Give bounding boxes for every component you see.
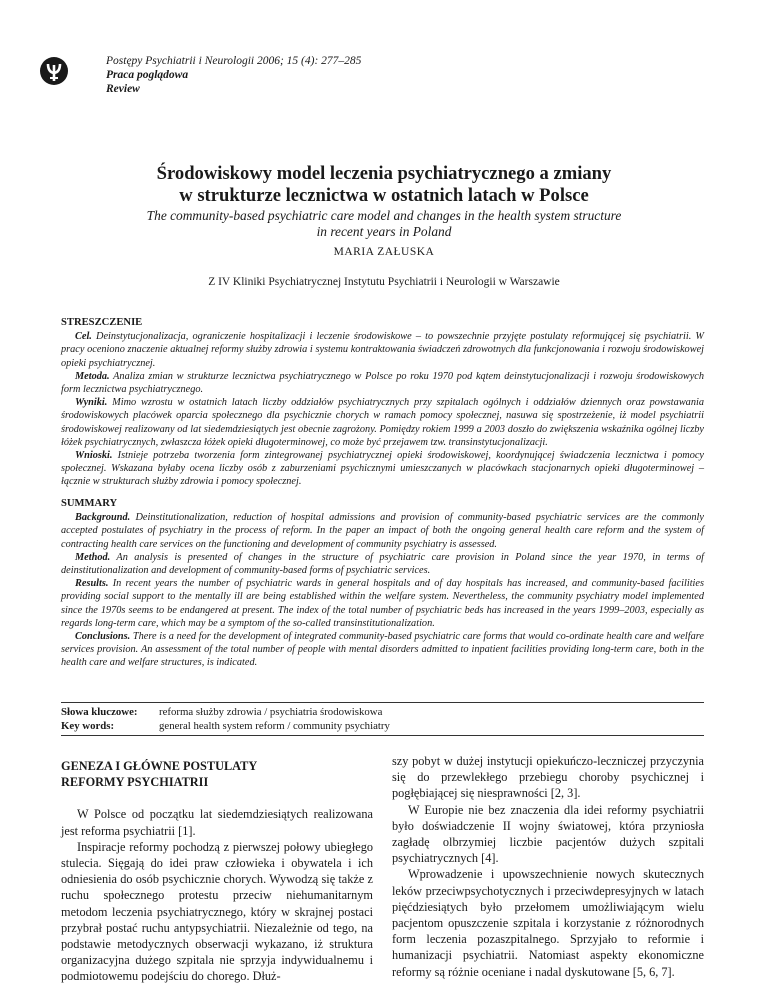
abstract-pl-heading: STRESZCZENIE (61, 317, 143, 328)
section-heading (61, 758, 373, 790)
article-title (60, 163, 708, 206)
keywords-pl-row (61, 706, 390, 720)
body-column-left (61, 758, 373, 985)
text-background: Deinstitutionalization, reduction of hospital admissions and provision of community-based psychiatric services are the commonly accepted postulates of psychiatry in the process of reform. In the paper an impact of both the ongoing general health care reform and the system of contracting health care services on the functioning and development of community psychiatry is assessed. (61, 512, 704, 550)
article-title-en-line-1: The community-based psychiatric care model and changes in the health system structure (146, 208, 622, 223)
divider-top (61, 702, 704, 703)
article-title-line-2: w strukturze lecznictwa w ostatnich latach w Polsce (179, 184, 589, 206)
text-conclusions: There is a need for the development of integrated community-based psychiatric care forms that would co-ordinate health care and welfare services provision. An assessment of the total number of people with mental disorders admitted to inpatient facilities providing long-term care, both in the health care and welfare structures, is indicated. (61, 631, 704, 669)
abstract-en-conclusions (61, 630, 704, 670)
text-method: An analysis is presented of changes in the structure of psychiatric care provision in Poland since the year 1970, in terms of deinstitutionalization and development of community-based forms of psychiatric services. (61, 551, 704, 577)
author-name: MARIA ZAŁUSKA (333, 246, 435, 258)
journal-header (106, 54, 361, 96)
label-method: Method. (75, 551, 111, 563)
label-conclusions: Conclusions. (75, 631, 131, 643)
section-heading-line-1: GENEZA I GŁÓWNE POSTULATY (61, 759, 258, 773)
text-results: In recent years the number of psychiatric wards in general hospitals and of day hospitals has increased, and community-based facilities providing social support to the mentally ill are being established within the welfare system. Nevertheless, the community psychiatry model implemented since the 1970s seems to be endangered at present. The index of the total number of psychiatric beds has increased in the years 1999–2003, especially as regards long-term care, which may be a symptom of the so-called transinstitutionalization. (61, 578, 704, 629)
keywords-en: general health system reform / community psychiatry (159, 719, 390, 732)
abstract-en (61, 497, 704, 670)
label-wnioski: Wnioski. (75, 450, 113, 462)
abstract-en-background (61, 511, 704, 551)
author-affiliation: Z IV Kliniki Psychiatrycznej Instytutu Psychiatrii i Neurologii w Warszawie (208, 276, 560, 288)
body-paragraph: W Europie nie bez znaczenia dla idei reformy psychiatrii było doświadczenie II wojny światowej, która przyniosła zagładę olbrzymiej liczbie pacjentów dużych szpitali psychiatrycznych [4]. (392, 802, 704, 866)
journal-citation: Postępy Psychiatrii i Neurologii 2006; 15 (4): 277–285 (106, 55, 362, 67)
text-cel: Deinstytucjonalizacja, ograniczenie hospitalizacji i leczenie środowiskowe – to powszechnie przyjęte postulaty reformującej się psychiatrii. W pracy oceniono znaczenie aktualnej reformy służby zdrowia i systemu kontraktowania świadczeń zdrowotnych dla funkcjonowania i rozwoju środowiskowej opieki psychiatrycznej. (61, 331, 704, 369)
abstract-en-results (61, 577, 704, 630)
label-wyniki: Wyniki. (75, 397, 108, 409)
body-paragraph: Inspiracje reformy pochodzą z pierwszej połowy ubiegłego stulecia. Sięgają do idei praw człowieka i obywatela i ich odniesienia do osób psychicznie chorych. Wywodzą się także z ruchu społecznego protestu przeciw niehumanitarnym metodom leczenia psychiatrycznego, który w skrajnej postaci przybrał postać ruchu antypsychiatrii. Niezależnie od tego, na podstawie metodycznych obserwacji wykazano, iż struktura organizacyjna dużego szpitala nie sprzyja indywidualnemu i podmiotowemu podejściu do chorego. Dłuż- (61, 839, 373, 984)
abstract-pl (61, 316, 704, 489)
keywords-pl-label: Słowa kluczowe: (61, 706, 138, 718)
label-results: Results. (75, 578, 109, 590)
keywords-en-row (61, 720, 390, 734)
article-title-en-line-2: in recent years in Poland (316, 224, 452, 239)
abstract-pl-results (61, 396, 704, 449)
publisher-logo-icon (39, 56, 69, 86)
text-wyniki: Mimo wzrostu w ostatnich latach liczby oddziałów psychiatrycznych przy szpitalach ogólnych i oddziałów dziennych oraz powstawania środowiskowych placówek oparcia społecznego dla psychicznie chorych w ramach pomocy społecznej, nasuwa się spostrzeżenie, iż model psychiatrii środowiskowej realizowany od lat siedemdziesiątych jest obecnie zagrożony. Pomiędzy rokiem 1999 a 2003 doszło do zwiększenia wskaźnika ogólnej liczby łóżek psychiatrycznych, zwłaszcza łóżek opieki długoterminowej, co może być przejawem tzw. transinstytucjonalizacji. (61, 397, 704, 448)
abstract-pl-aim (61, 330, 704, 370)
text-metoda: Analiza zmian w strukturze lecznictwa psychiatrycznego w Polsce po roku 1970 pod kątem deinstytucjonalizacji i rozwoju środowiskowych form lecznictwa psychiatrycznego. (61, 370, 704, 396)
article-type-en: Review (106, 83, 140, 95)
keywords-block (61, 706, 390, 733)
body-paragraph: szy pobyt w dużej instytucji opiekuńczo-leczniczej przyczynia się do przewlekłego przebiegu choroby psychicznej i pogłębiającej się niesprawności [2, 3]. (392, 754, 704, 801)
abstract-en-heading: SUMMARY (61, 498, 118, 509)
article-title-line-1: Środowiskowy model leczenia psychiatrycznego a zmiany (156, 163, 612, 184)
abstract-pl-conclusions (61, 449, 704, 489)
body-column-right (392, 753, 704, 980)
section-heading-line-2: REFORMY PSYCHIATRII (61, 775, 209, 790)
abstract-en-method (61, 551, 704, 577)
divider-bottom (61, 735, 704, 736)
label-background: Background. (75, 512, 131, 524)
body-paragraph: Wprowadzenie i upowszechnienie nowych skutecznych leków przeciwpsychotycznych i przeciwdepresyjnych w latach pięćdziesiątych było przełomem umożliwiającym wielu pacjentom opuszczenie szpitala i korzystanie z różnorodnych form leczenia pozaszpitalnego. Sprzyjało to reformie i humanizacji psychiatrii. Natomiast aspekty ekonomiczne reformy są różnie oceniane i nadal dyskutowane [5, 6, 7]. (392, 867, 704, 979)
keywords-en-label: Key words: (61, 719, 115, 732)
keywords-pl: reforma służby zdrowia / psychiatria środowiskowa (159, 706, 383, 718)
label-metoda: Metoda. (75, 370, 110, 382)
text-wnioski: Istnieje potrzeba tworzenia form zintegrowanej psychiatrycznej opieki środowiskowej, koordynującej świadczenia lecznictwa i pomocy społecznej. Wskazana byłaby ocena liczby osób z zaburzeniami psychicznymi umieszczanych w placówkach stacjonarnych opieki długoterminowej – łącznie w strukturach służby zdrowia i pomocy społecznej. (61, 450, 704, 488)
article-title-en (60, 208, 708, 240)
body-paragraph: W Polsce od początku lat siedemdziesiątych realizowana jest reforma psychiatrii [1]. (61, 807, 373, 838)
abstract-pl-method (61, 370, 704, 396)
label-cel: Cel. (75, 331, 92, 343)
article-type-pl: Praca poglądowa (106, 69, 189, 81)
